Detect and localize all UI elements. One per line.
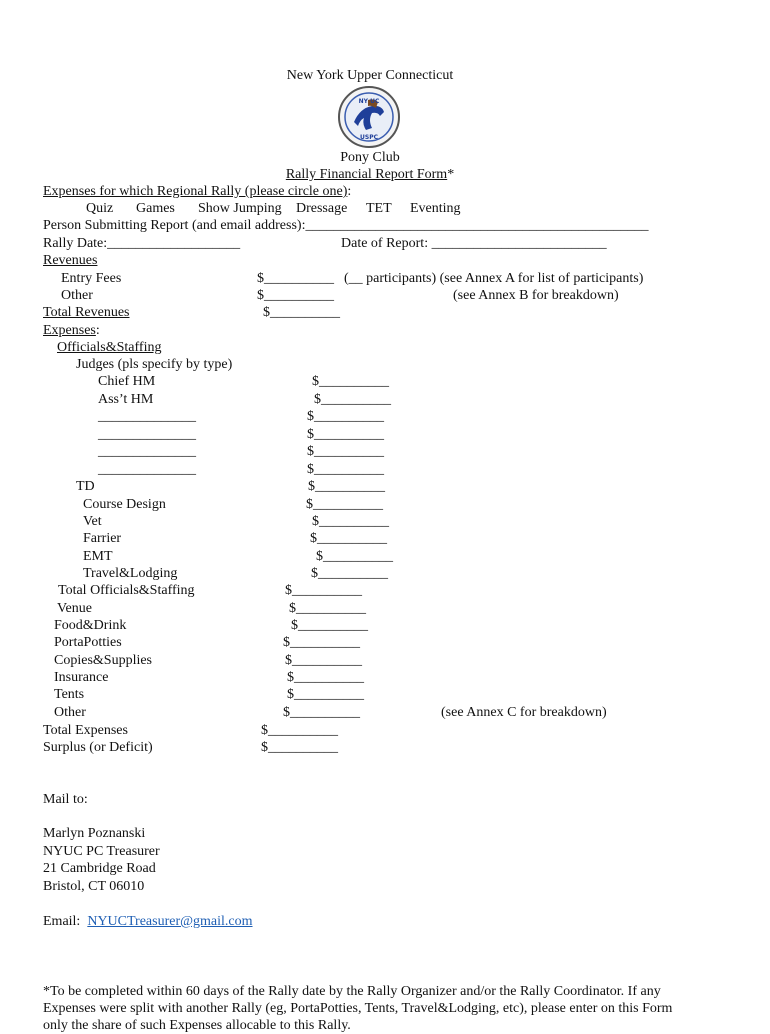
surplus-label: Surplus (or Deficit) — [43, 740, 153, 755]
judge-row-amount: $__________ — [312, 374, 389, 389]
expense-item-amount: $__________ — [287, 670, 364, 685]
expense-item-label: Other — [54, 705, 86, 720]
expense-item-label: Venue — [57, 601, 92, 616]
judge-row-amount: $__________ — [314, 392, 391, 407]
expense-item-amount: $__________ — [283, 635, 360, 650]
rally-date-label: Rally Date: — [43, 236, 108, 251]
judge-row-label: Chief HM — [98, 374, 156, 389]
expenses-heading-colon: : — [95, 323, 100, 338]
email-line — [43, 913, 253, 930]
expenses-for-text: Expenses for which Regional Rally (please circle one) — [43, 184, 348, 199]
rally-option-games: Games — [136, 201, 175, 216]
pony-club-logo — [338, 86, 400, 148]
judge-row-amount: $__________ — [307, 462, 384, 477]
expense-item-label: Food&Drink — [54, 618, 127, 633]
td-item-label: Farrier — [83, 531, 122, 546]
mail-address-line: 21 Cambridge Road — [43, 861, 156, 876]
total-officials-amount: $__________ — [285, 583, 362, 598]
rally-option-tet: TET — [366, 201, 392, 216]
td-label: TD — [76, 479, 95, 494]
expense-item-amount: $__________ — [289, 601, 366, 616]
expense-item-label: Tents — [54, 687, 85, 702]
td-item-amount: $__________ — [306, 497, 383, 512]
expense-item-amount: $__________ — [287, 687, 364, 702]
td-item-amount: $__________ — [311, 566, 388, 581]
expenses-for-colon: : — [347, 184, 352, 199]
total-officials-label: Total Officials&Staffing — [58, 583, 195, 598]
td-item-amount: $__________ — [312, 514, 389, 529]
email-link[interactable]: NYUCTreasurer@gmail.com — [87, 914, 253, 929]
judge-row-label: Ass’t HM — [98, 392, 154, 407]
expense-item-amount: $__________ — [285, 653, 362, 668]
footnote-line: Expenses were split with another Rally (eg, PortaPotties, Tents, Travel&Lodging, etc), please enter on this Form — [43, 1001, 673, 1016]
judge-row-label: ______________ — [98, 444, 196, 459]
total-revenues-amount: $__________ — [263, 305, 340, 320]
td-item-label: Travel&Lodging — [83, 566, 178, 581]
rally-option-show-jumping: Show Jumping — [198, 201, 282, 216]
report-date-line — [341, 235, 607, 252]
judge-row-amount: $__________ — [307, 427, 384, 442]
other-revenue-amount: $__________ — [257, 288, 334, 303]
total-expenses-label: Total Expenses — [43, 723, 128, 738]
entry-fees-label: Entry Fees — [61, 271, 122, 286]
td-item-amount: $__________ — [310, 531, 387, 546]
expense-item-label: Copies&Supplies — [54, 653, 153, 668]
entry-fees-note: (__ participants) (see Annex A for list of participants) — [344, 271, 644, 286]
judges-label: Judges (pls specify by type) — [76, 357, 233, 372]
rally-option-eventing: Eventing — [410, 201, 461, 216]
rally-date-line — [43, 235, 240, 252]
judge-row-amount: $__________ — [307, 444, 384, 459]
mail-address-line: NYUC PC Treasurer — [43, 844, 160, 859]
submitter-label: Person Submitting Report (and email address): — [43, 218, 306, 233]
mail-heading: Mail to: — [43, 792, 88, 807]
footnote-line: *To be completed within 60 days of the Rally date by the Rally Organizer and/or the Rally Coordinator. If any — [43, 984, 661, 999]
form-title — [0, 166, 740, 183]
expenses-heading — [43, 322, 100, 339]
rally-date-blank: ___________________ — [107, 236, 241, 251]
expense-item-amount: $__________ — [283, 705, 360, 720]
report-date-blank: _________________________ — [431, 236, 607, 251]
revenues-heading: Revenues — [43, 253, 98, 268]
judge-row-label: ______________ — [98, 427, 196, 442]
entry-fees-amount: $__________ — [257, 271, 334, 286]
td-amount: $__________ — [308, 479, 385, 494]
expenses-for-label — [43, 183, 351, 200]
td-item-label: Course Design — [83, 497, 166, 512]
expense-item-label: PortaPotties — [54, 635, 122, 650]
td-item-label: EMT — [83, 549, 113, 564]
expense-item-amount: $__________ — [291, 618, 368, 633]
submitter-blank: _________________________________________________ — [305, 218, 649, 233]
total-expenses-amount: $__________ — [261, 723, 338, 738]
expense-other-note: (see Annex C for breakdown) — [441, 705, 607, 720]
footnote-line: only the share of such Expenses allocable to this Rally. — [43, 1018, 351, 1033]
td-item-label: Vet — [83, 514, 102, 529]
rally-option-dressage: Dressage — [296, 201, 348, 216]
expenses-heading-text: Expenses — [43, 323, 96, 338]
officials-heading: Officials&Staffing — [57, 340, 162, 355]
judge-row-amount: $__________ — [307, 409, 384, 424]
surplus-amount: $__________ — [261, 740, 338, 755]
other-revenue-label: Other — [61, 288, 93, 303]
mail-address-line: Bristol, CT 06010 — [43, 879, 145, 894]
org-name-line1: New York Upper Connecticut — [286, 68, 454, 83]
other-revenue-note: (see Annex B for breakdown) — [453, 288, 619, 303]
form-title-mark: * — [447, 167, 455, 182]
rally-option-quiz: Quiz — [86, 201, 114, 216]
td-item-amount: $__________ — [316, 549, 393, 564]
judge-row-label: ______________ — [98, 409, 196, 424]
mail-address-line: Marlyn Poznanski — [43, 826, 146, 841]
logo-text-bottom: USPC — [360, 134, 378, 141]
form-title-text: Rally Financial Report Form — [285, 167, 448, 182]
logo-text-top: NY UC — [358, 98, 380, 105]
judge-row-label: ______________ — [98, 462, 196, 477]
expense-item-label: Insurance — [54, 670, 109, 685]
total-revenues-label: Total Revenues — [43, 305, 130, 320]
email-label: Email: — [43, 914, 81, 929]
org-name-line2: Pony Club — [340, 150, 400, 165]
submitter-line — [43, 217, 648, 234]
report-date-label: Date of Report: — [341, 236, 429, 251]
